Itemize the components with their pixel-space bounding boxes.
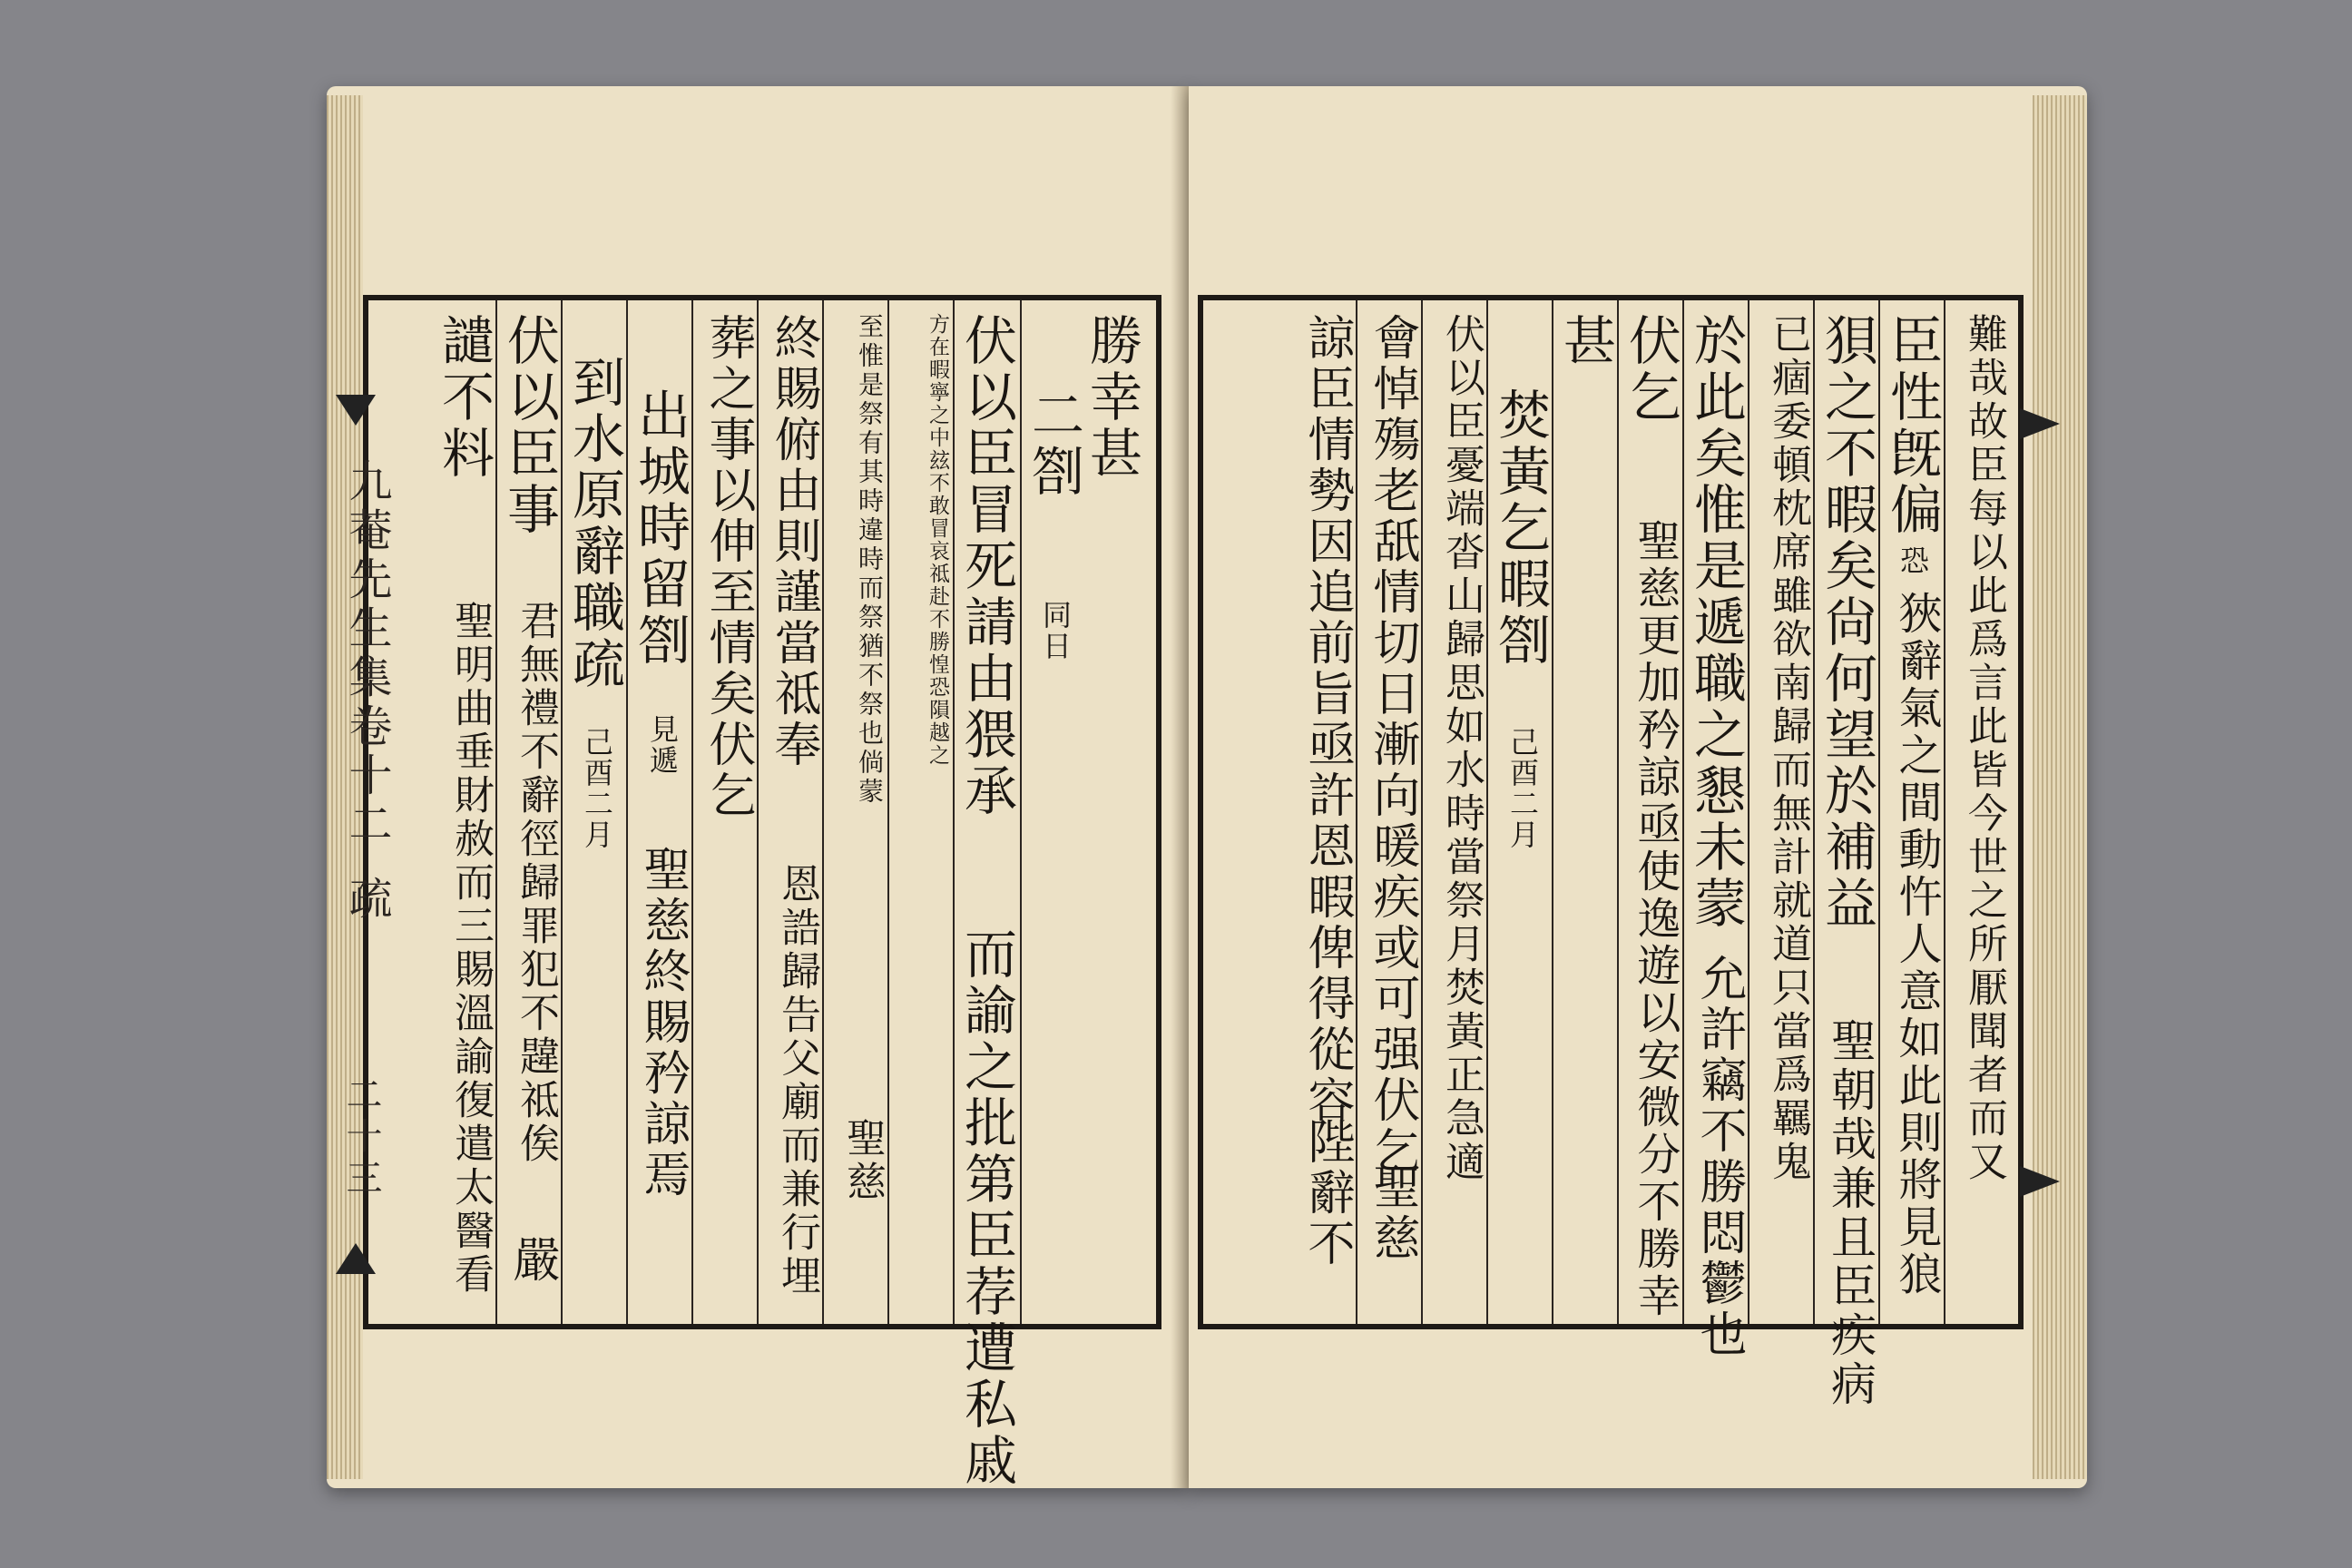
column-rule <box>1748 300 1749 1324</box>
text-column: 會悼殤老舐情切日漸向暖疾或可强伏乞 <box>1365 313 1419 1177</box>
column-rule <box>1944 300 1945 1324</box>
column-rule <box>626 300 628 1324</box>
text-column: 嚴 <box>505 1235 559 1286</box>
column-rule <box>1878 300 1880 1324</box>
category-label: 疏 <box>341 876 392 925</box>
column-rule <box>1552 300 1553 1324</box>
column-rule <box>1421 300 1423 1324</box>
text-column: 甚 <box>1554 313 1616 369</box>
open-book <box>327 86 2087 1488</box>
small-note: 恐 <box>1896 545 1930 576</box>
right-text-frame <box>1198 295 2024 1409</box>
page-edge <box>2033 95 2087 1479</box>
column-rule <box>1356 300 1357 1324</box>
text-column: 伏以臣事 <box>498 313 560 538</box>
date-note: 己酉二月 <box>1505 727 1540 850</box>
text-column: 伏乞 <box>1620 313 1681 426</box>
right-page <box>1189 86 2087 1488</box>
text-column: 譴不料 <box>433 313 495 482</box>
text-column: 難哉故臣每以此爲言此皆今世之所厭聞者而又 <box>1961 313 2007 1184</box>
column-rule <box>691 300 693 1324</box>
left-page <box>327 86 1189 1488</box>
text-column: 伏以臣冒死請由猥承 <box>956 313 1017 819</box>
text-column: 方在暇寧之中玆不敢冒哀祗赴不勝惶恐隕越之 <box>926 313 949 767</box>
date-note: 同日 <box>1038 600 1073 662</box>
column-rule <box>561 300 563 1324</box>
text-column: 終賜俯由則謹當祗奉 <box>766 313 820 770</box>
column-rule <box>1020 300 1022 1324</box>
left-text-frame <box>363 295 1161 1489</box>
text-column: 君無禮不辭徑歸罪犯不韙祗俟 <box>513 600 559 1166</box>
text-column: 臣性旣偏 <box>1881 313 1943 538</box>
text-column: 二劄 <box>1023 387 1084 500</box>
text-column: 伏以臣憂端沓山歸思如水時當祭月焚黃正急適 <box>1438 313 1485 1184</box>
text-column: 聖明曲垂財赦而三賜溫諭復遣太醫看 <box>447 600 494 1297</box>
text-column: 出城時留劄 <box>629 387 691 669</box>
column-rule <box>822 300 824 1324</box>
text-column: 聖慈終賜矜諒焉 <box>635 845 690 1200</box>
text-column: 狹辭氣之間動忤人意如此則將見狼 <box>1891 591 1942 1298</box>
page-number: 二十三 <box>340 1075 382 1200</box>
text-column: 狽之不暇矣尙何望於補益 <box>1816 313 1877 932</box>
text-column: 至惟是祭有其時違時而祭猶不祭也倘蒙 <box>855 313 885 807</box>
note: 見遞 <box>645 714 680 776</box>
running-title: 九菴先生集卷十二 <box>341 458 392 850</box>
text-column: 恩誥歸告父廟而兼行埋 <box>774 863 820 1298</box>
text-column: 聖慈更加矜諒亟使逸遊以安微分不勝幸 <box>1630 518 1681 1320</box>
text-column: 聖慈 <box>1365 1162 1419 1264</box>
section-title: 焚黃乞暇劄 <box>1489 387 1551 669</box>
text-column: 於此矣惟是遞職之懇未蒙 <box>1685 313 1747 932</box>
column-rule <box>1682 300 1684 1324</box>
column-rule <box>495 300 497 1324</box>
text-column: 諒臣情勢因追前旨亟許恩暇俾得從容 <box>1299 313 1354 1126</box>
text-column: 而諭之批第臣荐遭私戚 <box>956 926 1017 1489</box>
text-column: 聖朝哉兼且臣疾病 <box>1824 1017 1877 1409</box>
text-column: 允許竊不勝悶鬱也 <box>1691 954 1746 1360</box>
column-rule <box>1617 300 1619 1324</box>
column-rule <box>1813 300 1815 1324</box>
column-rule <box>887 300 889 1324</box>
section-title: 到水原辭職疏 <box>564 355 625 692</box>
text-column: 葬之事以伸至情矣伏乞 <box>701 313 755 821</box>
text-column: 陛辭不 <box>1299 1117 1354 1269</box>
column-rule <box>757 300 759 1324</box>
column-rule <box>1486 300 1488 1324</box>
column-rule <box>953 300 955 1324</box>
text-column: 聖慈 <box>839 1117 886 1204</box>
text-column: 已痼委頓枕席雖欲南歸而無計就道只當爲羈鬼 <box>1765 313 1811 1184</box>
text-column: 勝幸甚 <box>1081 313 1142 482</box>
date-note: 己酉二月 <box>580 727 614 850</box>
